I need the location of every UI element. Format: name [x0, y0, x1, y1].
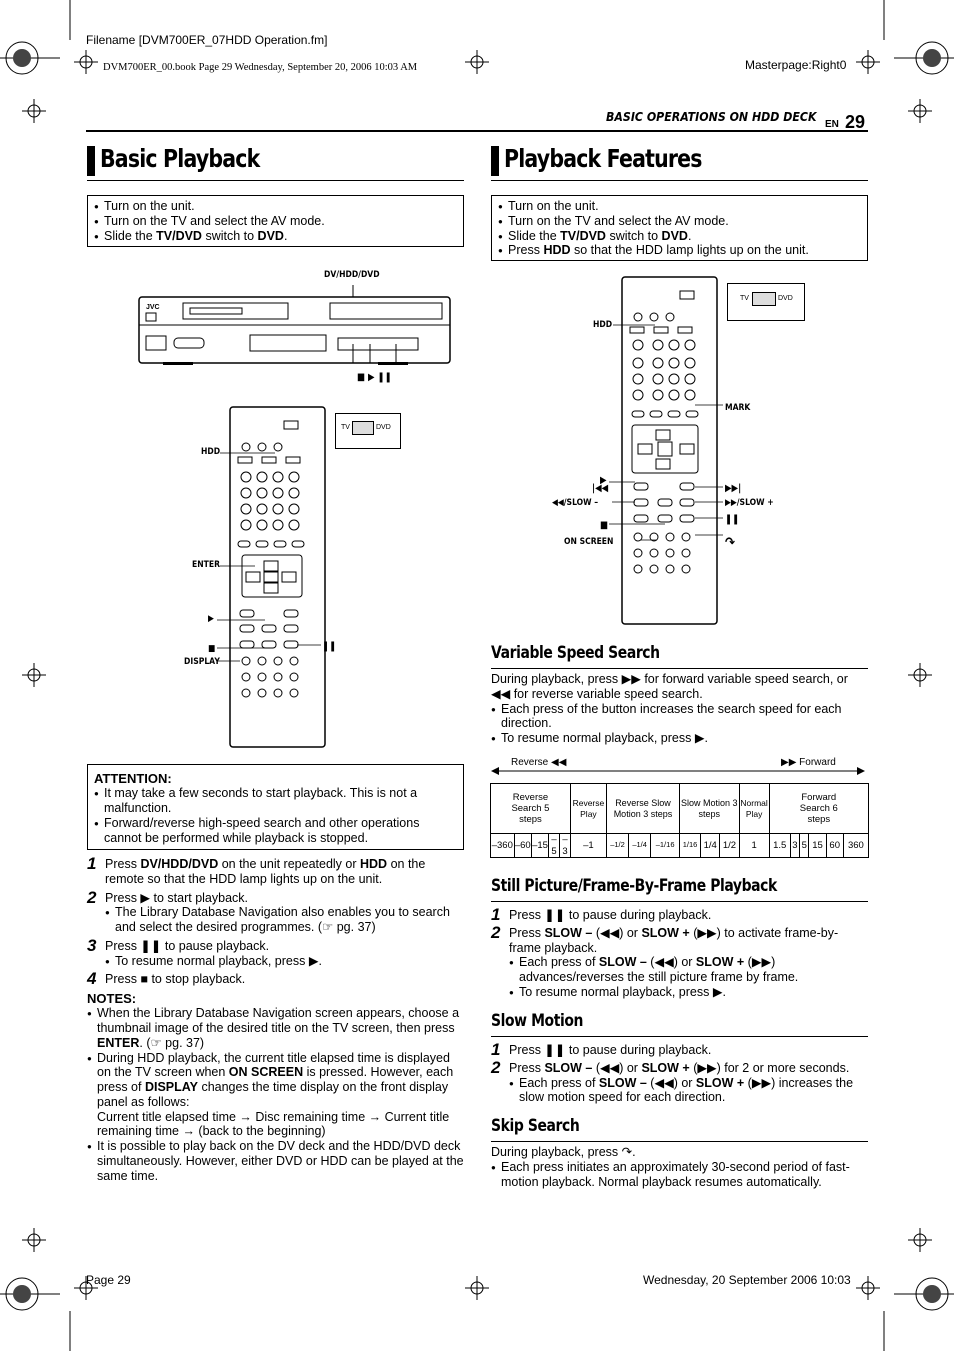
h-rev-slow: Reverse Slow Motion 3 steps: [606, 784, 679, 834]
still-body: [491, 905, 868, 1000]
play-label-right: ▶: [600, 475, 607, 486]
page-number: 29: [845, 112, 866, 132]
dv-hdd-dvd-label: DV/HDD/DVD: [324, 270, 380, 280]
prep-box-left: [87, 195, 464, 247]
prev-label: |◀◀: [592, 483, 609, 494]
notes-list: [87, 1006, 464, 1183]
basic-playback-title: Basic Playback: [100, 144, 260, 173]
display-label: DISPLAY: [184, 657, 220, 667]
skip-icon-label: ↷: [725, 535, 735, 551]
slow-bullet: ● Each press of SLOW – (◀◀) or SLOW + (▶▶) increases the slow motion speed for each direction.: [509, 1076, 868, 1106]
still-step-2: 2 Press SLOW – (◀◀) or SLOW + (▶▶) to activate frame-by-frame playback. ● Each press of SLOW – (◀◀) or SLOW + (▶▶) advances/reverses the still picture frame by frame. ● To resume normal playback, press ▶.: [491, 926, 868, 1000]
slow-title: Slow Motion: [491, 1011, 584, 1031]
filename-meta: Filename [DVM700ER_07HDD Operation.fm]: [86, 33, 328, 47]
mark-label: MARK: [725, 403, 751, 413]
prep-item: ● Slide the TV/DVD switch to DVD.: [94, 229, 457, 244]
stop-label: ■: [208, 644, 216, 654]
playback-features-title: Playback Features: [504, 144, 702, 173]
on-screen-label: ON SCREEN: [564, 537, 614, 547]
speed-arrow: [489, 766, 869, 776]
masterpage-meta: Masterpage:Right0: [745, 58, 847, 72]
section-header: BASIC OPERATIONS ON HDD DECK: [606, 109, 817, 124]
book-meta: DVM700ER_00.book Page 29 Wednesday, September 20, 2006 10:03 AM: [103, 62, 418, 73]
skip-body: [491, 1145, 868, 1189]
h-slow: Slow Motion 3 steps: [679, 784, 739, 834]
hdd-label-right: HDD: [593, 320, 613, 330]
pause-label-right: ❚❚: [725, 514, 740, 525]
title-rule-left: [87, 180, 464, 181]
prep-item: ● Turn on the unit.: [498, 199, 861, 214]
h-fwd: Forward Search 6 steps: [769, 784, 868, 834]
still-title: Still Picture/Frame-By-Frame Playback: [491, 876, 777, 896]
step-3: 3 Press ❚❚ to pause playback. ● To resume normal playback, press ▶.: [87, 939, 464, 969]
header-rule: [86, 130, 868, 132]
prep-item: ● Turn on the TV and select the AV mode.: [94, 214, 457, 229]
notes-title: NOTES:: [87, 991, 137, 1006]
note-2: ● During HDD playback, the current title elapsed time is displayed on the TV screen when ON SCREEN is pressed. However, each press of DISPLAY changes the time display on the front display panel as follows: Current title elapsed time → Disc remaining time → Current title remaining time → (back to the beginning): [87, 1051, 464, 1140]
skip-bullet: ● Each press initiates an approximately 30-second period of fast-motion playback. Normal playback resumes automatically.: [491, 1160, 868, 1190]
still-step-1: 1 Press ❚❚ to pause during playback.: [491, 905, 712, 924]
lang-label: EN: [825, 119, 839, 130]
title-rule-right: [491, 180, 868, 181]
vss-body: [491, 672, 868, 746]
prep-box-right: [491, 195, 868, 261]
title-bar-right: [491, 146, 499, 176]
prep-item: ● Press HDD so that the HDD lamp lights up on the unit.: [498, 243, 861, 258]
slow-step-2: 2 Press SLOW – (◀◀) or SLOW + (▶▶) for 2 or more seconds. ● Each press of SLOW – (◀◀) or SLOW + (▶▶) increases the slow motion speed for each direction.: [491, 1061, 868, 1105]
remote-left-leaders: [215, 450, 335, 670]
vss-title: Variable Speed Search: [491, 643, 660, 663]
title-bar-left: [87, 146, 95, 176]
unit-illustration: [138, 283, 453, 373]
next-label: ▶▶|: [725, 483, 742, 494]
slow-body: [491, 1040, 868, 1105]
forward-label: ▶▶ Forward: [781, 757, 836, 768]
pause-label: ❚❚: [322, 641, 337, 652]
attention-box: [87, 764, 464, 850]
speed-table: [490, 783, 869, 858]
prep-item: ● Turn on the TV and select the AV mode.: [498, 214, 861, 229]
unit-button-labels: ■ ▶ ❚❚: [357, 372, 392, 383]
tv-dvd-switch-inset-right: TV DVD: [727, 283, 805, 321]
footer-page: Page 29: [86, 1273, 131, 1287]
play-label: ▶: [208, 614, 214, 624]
still-bullet: ● Each press of SLOW – (◀◀) or SLOW + (▶▶) advances/reverses the still picture frame by frame.: [509, 955, 868, 985]
prep-item: ● Slide the TV/DVD switch to DVD.: [498, 229, 861, 244]
h-rev-play: Reverse Play: [570, 784, 606, 834]
step-2: 2 Press ▶ to start playback. ● The Library Database Navigation also enables you to search and select the desired programmes. (☞ pg. 37): [87, 891, 464, 935]
stop-label-right: ■: [600, 520, 609, 531]
skip-paragraph: During playback, press ↷.: [491, 1145, 636, 1159]
still-rule: [491, 901, 868, 902]
reverse-label: Reverse ◀◀: [511, 757, 567, 768]
skip-title: Skip Search: [491, 1116, 580, 1136]
vss-rule: [491, 668, 868, 669]
slow-step-1: 1 Press ❚❚ to pause during playback.: [491, 1040, 712, 1059]
steps-left: [87, 854, 464, 1183]
step-1: 1 Press DV/HDD/DVD on the unit repeatedly or HDD on the remote so that the HDD lamp lights up on the unit.: [87, 854, 426, 886]
attention-item: ● Forward/reverse high-speed search and other operations cannot be performed while playback is stopped.: [94, 816, 457, 846]
vss-bullet: ● To resume normal playback, press ▶.: [491, 731, 868, 746]
h-normal: Normal Play: [739, 784, 769, 834]
svg-text:JVC: JVC: [146, 304, 160, 311]
attention-title: ATTENTION:: [94, 771, 172, 786]
vss-bullet: ● Each press of the button increases the search speed for each direction.: [491, 702, 868, 732]
footer-date: Wednesday, 20 September 2006 10:03: [643, 1273, 851, 1287]
step-4: 4 Press ■ to stop playback.: [87, 969, 246, 989]
still-bullet: ● To resume normal playback, press ▶.: [509, 985, 868, 1000]
note-3: ● It is possible to play back on the DV deck and the HDD/DVD deck simultaneously. However, either DVD or HDD can be played at the same time.: [87, 1139, 464, 1183]
enter-label: ENTER: [192, 560, 220, 570]
tv-dvd-switch-inset: TV DVD: [335, 413, 401, 449]
skip-rule: [491, 1141, 868, 1142]
prep-item: ● Turn on the unit.: [94, 199, 457, 214]
note-1: ● When the Library Database Navigation screen appears, choose a thumbnail image of the desired title on the TV screen, then press ENTER. (☞ pg. 37): [87, 1006, 464, 1050]
hdd-label: HDD: [201, 447, 221, 457]
vss-paragraph: During playback, press ▶▶ for forward variable speed search, or ◀◀ for reverse variable speed search.: [491, 672, 848, 701]
speed-values-row: –360 –60 –15 –5 –3 –1 –1/2 –1/4 –1/16 1/16 1/4 1/2 1 1.5 3 5 15 60 360: [491, 834, 869, 858]
remote-right-leaders: [585, 320, 730, 550]
slow-minus-label: ◀◀/SLOW –: [552, 498, 599, 508]
slow-rule: [491, 1036, 868, 1037]
slow-plus-label: ▶▶/SLOW +: [725, 498, 774, 508]
attention-item: ● It may take a few seconds to start playback. This is not a malfunction.: [94, 786, 457, 816]
h-rev-search: Reverse Search 5 steps: [491, 784, 571, 834]
